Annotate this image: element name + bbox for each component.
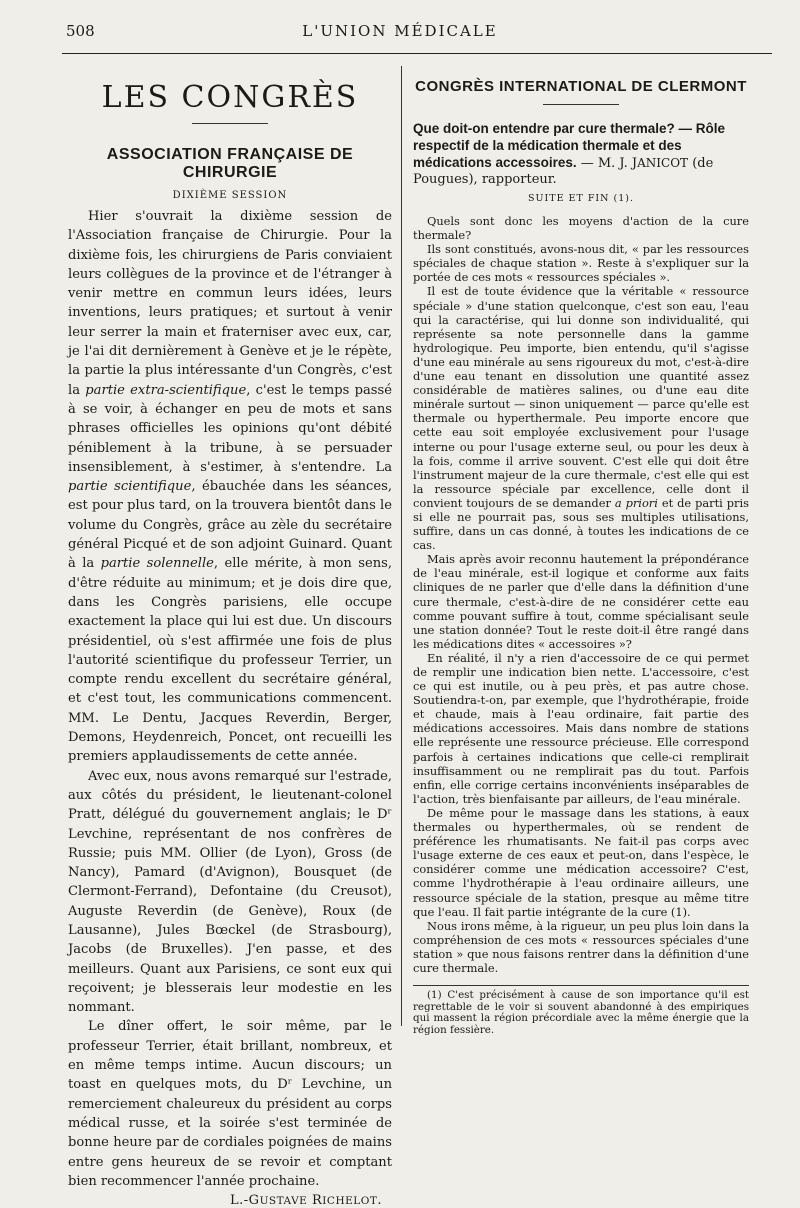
column-divider: [401, 66, 402, 1026]
left-paragraph-2: Avec eux, nous avons remarqué sur l'estrade, aux côtés du président, le lieutenant-colonel Pratt, délégué du gouvernement anglais; le Dʳ Levchine, représentant de nos confrères de Russie; puis MM. Ollier (de Lyon), Gross (de Nancy), Pamard (d'Avignon), Bousquet (de Clermont-Ferrand), Defontaine (du Creusot), Auguste Reverdin (de Genève), Roux (de Lausanne), Jules Bœckel (de Strasbourg), Jacobs (de Bruxelles). J'en passe, et des meilleurs. Quant aux Parisiens, ce sont eux qui reçoivent; je blesserais leur modestie en les nommant.: [68, 768, 392, 1016]
right-paragraph-7: Nous irons même, à la rigueur, un peu plus loin dans la compréhension de ces mots « ressources spéciales d'une station » que nous faisons rentrer dans la définition d'une cure thermale.: [413, 918, 749, 975]
main-title: LES CONGRÈS: [101, 80, 359, 115]
right-paragraph-2: Ils sont constitués, avons-nous dit, « par les ressources spéciales de chaque station ». Reste à s'expliquer sur la portée de ces mots « ressources spéciales ».: [413, 242, 749, 285]
left-paragraph-1: Hier s'ouvrait la dixième session de l'Association française de Chirurgie. Pour la dixième fois, les chirurgiens de Paris conviaient leurs collègues de la province et de l'étranger à venir mettre en commun leurs idées, leurs inventions, leurs pratiques; et surtout à venir leur serrer la main et fraterniser avec eux, car, je l'ai dit dernièrement à Genève et je le répète, la partie la plus intéressante d'un Congrès, c'est la partie extra-scientifique, c'est le temps passé à se voir, à échanger en peu de mots et sans phrases officielles les opinions qu'ont débité péniblement à la tribune, à se persuader insensiblement, à s'estimer, à s'entendre. La partie scientifique, ébauchée dans les séances, est pour plus tard, on la trouvera bientôt dans le volume du Congrès, grâce au zèle du secrétaire général Picqué et de son adjoint Guinard. Quant à la partie solennelle, elle mérite, à mon sens, d'être réduite au minimum; et je dois dire que, dans les Congrès parisiens, elle occupe exactement la place qui lui est due. Un discours présidentiel, où s'est affirmée une fois de plus l'autorité scientifique du professeur Terrier, un compte rendu excellent du secrétaire général, et c'est tout, les communications commencent. MM. Le Dentu, Jacques Reverdin, Berger, Demons, Heydenreich, Poncet, ont recueilli les premiers applaudissements de cette année.: [68, 209, 393, 765]
session-label: DIXIÈME SESSION: [172, 190, 288, 201]
signature: L.-GUSTAVE RICHELOT.: [230, 1193, 382, 1208]
continuation-label: SUITE ET FIN (1).: [527, 193, 634, 204]
journal-title: L'UNION MÉDICALE: [302, 22, 498, 40]
right-paragraph-6: De même pour le massage dans les stations, à eaux thermales ou hyperthermales, où se rendent de préférence les rhumatisants. Ne fait-il pas corps avec l'usage externe de ces eaux et peut-on, dans l'espèce, le considérer comme une médication accessoire? C'est, comme l'hydrothérapie à l'eau ordinaire ailleurs, une ressource spéciale de la station, presque au même titre que l'eau. Il fait partie intégrante de la cure (1).: [413, 805, 749, 919]
page-number: 508: [66, 22, 95, 40]
congress-title: CONGRÈS INTERNATIONAL DE CLERMONT: [415, 78, 747, 95]
report-lead: Que doit-on entendre par cure thermale? — Rôle respectif de la médication thermale et des médications accessoires. — M. J. JANICOT (de Pougues), rapporteur.: [413, 121, 726, 187]
title-rule: [192, 123, 268, 124]
footnote-rule: [413, 985, 749, 986]
footnote: (1) C'est précisément à cause de son importance qu'il est regrettable de le voir si souvent abandonné à des empiriques qui massent la région précordiale avec la même énergie que la région fessière.: [413, 989, 749, 1036]
right-paragraph-3: Il est de toute évidence que la véritable « ressource spéciale » d'une station quelconque, c'est son eau, l'eau qui la caractérise, qui lui donne son individualité, qui représente sa note personnelle dans la gamme hydrologique. Peu importe, bien entendu, qu'il s'agisse d'une eau minérale au sens rigoureux du mot, c'est-à-dire d'une eau tenant en dissolution une quantité assez considérable de matières salines, ou d'une eau dite minérale surtout — sinon uniquement — parce qu'elle est thermale ou hyperthermale. Peu importe encore que cette eau soit employée exclusivement pour l'usage interne ou pour l'usage externe seul, ou pour les deux à la fois, comme il arrive souvent. C'est elle qui doit être l'instrument majeur de la cure thermale, c'est elle qui est la ressource spéciale par excellence, celle dont il convient toujours de se demander a priori et de parti pris si elle ne pourrait pas, sous ses multiples utilisations, suffire, dans un cas donné, à toutes les indications de ce cas.: [413, 284, 749, 553]
left-paragraph-3: Le dîner offert, le soir même, par le professeur Terrier, était brillant, nombreux, et en même temps intime. Aucun discours; un toast en quelques mots, du Dʳ Levchine, un remerciement chaleureux du président au corps médical russe, et la soirée s'est terminée de bonne heure par de cordiales poignées de mains entre gens heureux de se revoir et comptant bien recommencer l'année prochaine.: [68, 1019, 392, 1189]
left-column: [68, 74, 392, 1208]
section-title: ASSOCIATION FRANÇAISE DE CHIRURGIE: [106, 146, 354, 181]
header-rule: [62, 53, 772, 54]
right-column: [413, 74, 749, 1036]
right-paragraph-5: En réalité, il n'y a rien d'accessoire de ce qui permet de remplir une indication bien nette. L'accessoire, c'est ce qui est inutile, ou à peu près, et pas autre chose. Soutiendra-t-on, par exemple, que l'hydrothérapie, froide et chaude, mais à l'eau ordinaire, fait partie des médications accessoires. Mais dans nombre de stations elle représente une ressource précieuse. Elle correspond parfois à certaines indications que celle-ci remplirait insuffisamment ou ne remplirait pas du tout. Parfois enfin, elle corrige certains inconvénients inséparables de l'action, très bienfaisante par ailleurs, de l'eau minérale.: [413, 650, 749, 806]
right-paragraph-4: Mais après avoir reconnu hautement la prépondérance de l'eau minérale, est-il logique et conforme aux faits cliniques de ne parler que d'elle dans la définition d'une cure thermale, c'est-à-dire de ne considérer cette eau comme pouvant suffire à tout, comme spécialisant seule une station donnée? Tout le reste doit-il être rangé dans les médications dites « accessoires »?: [413, 552, 749, 651]
congress-title-rule: [543, 104, 619, 105]
right-paragraph-1: Quels sont donc les moyens d'action de la cure thermale?: [413, 214, 749, 243]
